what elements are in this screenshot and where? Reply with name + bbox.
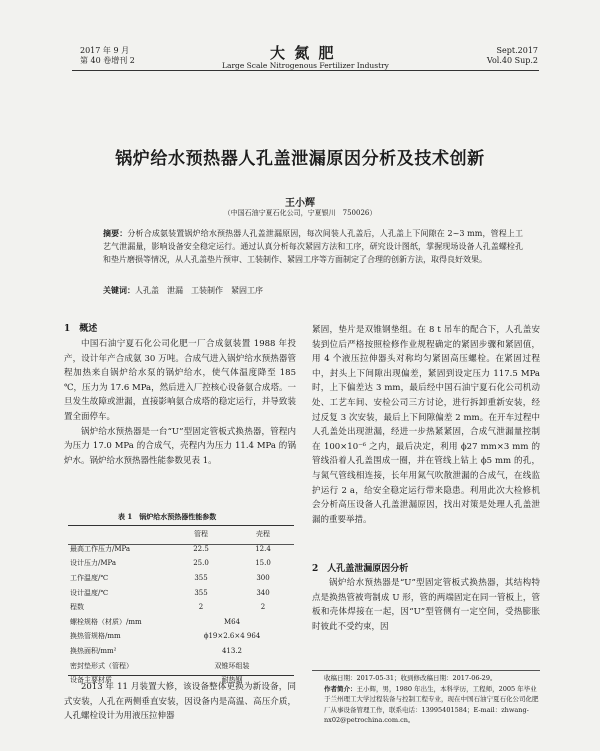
table-cell: 双锥环组装 bbox=[214, 661, 250, 670]
abstract-label: 摘要： bbox=[103, 228, 128, 238]
table-cell: ϕ19×2.6×4 964 bbox=[203, 632, 261, 641]
table-cell: 换热管规格/mm bbox=[70, 632, 121, 641]
table-row bbox=[68, 629, 294, 644]
table-row bbox=[68, 615, 294, 630]
section-1-para-1: 中国石油宁夏石化公司化肥一厂合成氨装置 1988 年投产，设计年产合成氨 30 万吨。合成气进入锅炉给水预热器管程加热来自锅炉给水泵的锅炉给水，使气体温度降至 185 ℃，压力为 17.6 MPa，然后进入厂控核心设备氨合成塔。一旦发生故障或泄漏，直接影响氨合成塔的稳定运行，并导致装置全面停车。 bbox=[64, 339, 296, 422]
issue-volume-en: Vol.40 Sup.2 bbox=[486, 56, 538, 65]
author-bio bbox=[312, 684, 540, 726]
issue-date-en: Sept.2017 bbox=[496, 46, 538, 55]
table-row bbox=[68, 585, 294, 600]
section-1-para-3 bbox=[64, 680, 296, 724]
author-bio-text: 王小辉，男，1980 年出生，本科学历，工程师，2005 年毕业于兰州理工大学过程装备与控制工程专业，现在中国石油宁夏石化公司化肥厂从事设备管理工作，联系电话：13995401584；E-mail：zhwang-nx02@petrochina.com.cn。 bbox=[324, 684, 539, 724]
table-cell: 最高工作压力/MPa bbox=[70, 544, 131, 553]
table-cell: 355 bbox=[194, 574, 208, 583]
table-header-rule bbox=[68, 544, 294, 545]
right-column-body bbox=[312, 323, 540, 527]
table-cell: 355 bbox=[194, 588, 208, 597]
footnote bbox=[312, 673, 540, 726]
section-1-para-3-text: 2013 年 11 月装置大修，该设备整体更换为新设备，同式安装，人孔在两侧垂直安装，因设备内是高温、高压介质，人孔螺栓设计为用液压拉伸器 bbox=[64, 682, 296, 722]
table-row bbox=[68, 556, 294, 571]
keywords-text: 人孔盖 泄漏 工装制作 紧固工序 bbox=[135, 286, 263, 295]
keywords bbox=[103, 285, 523, 296]
abstract-text: 分析合成氨装置锅炉给水预热器人孔盖泄漏原因，每次间装人孔盖后，人孔盖上下间隙在 2~3 mm，管程上工艺气泄漏量，影响设备安全稳定运行。通过认真分析每次紧固方法和工序，研究设计图纸，掌握现场设备人孔盖螺栓孔和垫片磨损等情况，从人孔盖垫片预审、工装制作、紧固工序等方面制定了合理的创新方法，取得良好效果。 bbox=[103, 229, 523, 265]
section-2-para-1: 锅炉给水预热器是“U”型固定管板式换热器，其结构特点是换热管被弯制成 U 形，管的两端固定在同一管板上，管板和壳体焊接在一起，因“U”型管侧有一定空间，受热膨胀时彼此不受约束，因 bbox=[312, 578, 540, 632]
table-caption: 表 1 锅炉给水预热器性能参数 bbox=[118, 512, 217, 521]
table-cell: 12.4 bbox=[255, 544, 271, 553]
issue-volume: 第 40 卷增刊 2 bbox=[80, 56, 135, 65]
header-left bbox=[80, 46, 135, 66]
author-bio-label: 作者简介： bbox=[324, 684, 357, 693]
issue-date: 2017 年 9 月 bbox=[80, 46, 130, 55]
section-1-para-2: 锅炉给水预热器是一台“U”型固定管板式换热器，管程内为压力 17.0 MPa 的合成气，壳程内为压力 11.4 MPa 的锅炉水。锅炉给水预热器性能参数见表 1。 bbox=[64, 426, 296, 466]
affiliation: （中国石油宁夏石化公司，宁夏银川 750026） bbox=[223, 209, 377, 217]
table-row bbox=[68, 644, 294, 659]
table-header-cell bbox=[68, 527, 170, 542]
table-cell: 15.0 bbox=[255, 559, 271, 568]
paper-title: 锅炉给水预热器人孔盖泄漏原因分析及技术创新 bbox=[115, 149, 485, 169]
footnote-rule bbox=[312, 670, 540, 671]
table-top-rule bbox=[68, 525, 294, 526]
table-cell: 22.5 bbox=[193, 544, 209, 553]
journal-logo: 大 氮 肥 bbox=[270, 44, 336, 62]
table-cell: 螺栓规格（材质）/mm bbox=[70, 617, 142, 626]
section-2-heading: 2 人孔盖泄漏原因分析 bbox=[312, 564, 409, 574]
table-header-row bbox=[68, 527, 294, 542]
table-cell: 换热面积/mm² bbox=[70, 647, 117, 656]
table-cell: 413.2 bbox=[221, 647, 243, 656]
table-cell: 2 bbox=[198, 603, 204, 612]
table-row bbox=[68, 571, 294, 586]
table-bottom-rule bbox=[68, 675, 294, 676]
table-cell: 设备主要材质 bbox=[70, 676, 112, 685]
table-cell: 耐热钢 bbox=[221, 676, 243, 685]
table-row bbox=[68, 600, 294, 615]
table-header-cell: 管程 bbox=[194, 530, 208, 539]
journal-subtitle: Large Scale Nitrogenous Fertilizer Industry bbox=[222, 61, 389, 70]
table-cell: 程数 bbox=[70, 603, 84, 612]
table-cell: M64 bbox=[223, 617, 241, 626]
table-cell: 25.0 bbox=[193, 559, 209, 568]
performance-table bbox=[68, 527, 294, 688]
header-right bbox=[470, 46, 538, 66]
table-cell: 340 bbox=[256, 588, 270, 597]
table-cell: 工作温度/℃ bbox=[70, 574, 109, 583]
section-1-heading: 1 概述 bbox=[64, 324, 98, 334]
table-cell: 设计温度/℃ bbox=[70, 588, 109, 597]
header-rule bbox=[72, 70, 539, 71]
table-header-cell: 壳程 bbox=[256, 530, 270, 539]
keywords-label: 关键词： bbox=[103, 285, 135, 295]
section-2-body bbox=[312, 576, 540, 634]
received-date: 收稿日期：2017-05-31；收到修改稿日期：2017-06-29。 bbox=[324, 674, 497, 682]
table-cell: 300 bbox=[256, 574, 270, 583]
abstract bbox=[103, 227, 523, 267]
section-1-body bbox=[64, 337, 296, 468]
table-cell: 设计压力/MPa bbox=[70, 559, 117, 568]
author-name: 王小辉 bbox=[285, 198, 315, 209]
table-cell: 密封垫形式（管程） bbox=[70, 661, 133, 670]
table-cell: 2 bbox=[260, 603, 266, 612]
table-row bbox=[68, 658, 294, 673]
right-column-para-1: 紧固，垫片是双锥钢垫组。在 8 t 吊车的配合下，人孔盖安装到位后严格按照检修作业规程确定的紧固步骤和紧固值，用 4 个液压拉伸器头对称均匀紧固高压螺栓。在紧固过程中，封头上下间隙出现偏差，紧固到设定压力 117.5 MPa 时，上下偏差达 3 mm，最后经中国石油宁夏石化公司机动处、工艺车间、安检公司三方讨论，进行拆卸重新安装，经过反复 3 次安装，最后上下间隙偏差 2 mm。在开车过程中人孔盖处出现泄漏，经进一步热紧紧固，合成气泄漏量控制在 100×10⁻⁶ 之内，最后决定，利用 ϕ27 mm×3 mm 的管线沿着人孔盖围成一圈，并在管线上钻上 ϕ5 mm 的孔，与氮气管线相连接，长年用氮气吹散泄漏的合成气，在线监护运行 2 a，给安全稳定运行带来隐患。利用此次大检修机会分析高压设备人孔盖泄漏原因，找出对策是处理人孔盖泄漏的重要举措。 bbox=[312, 325, 540, 525]
